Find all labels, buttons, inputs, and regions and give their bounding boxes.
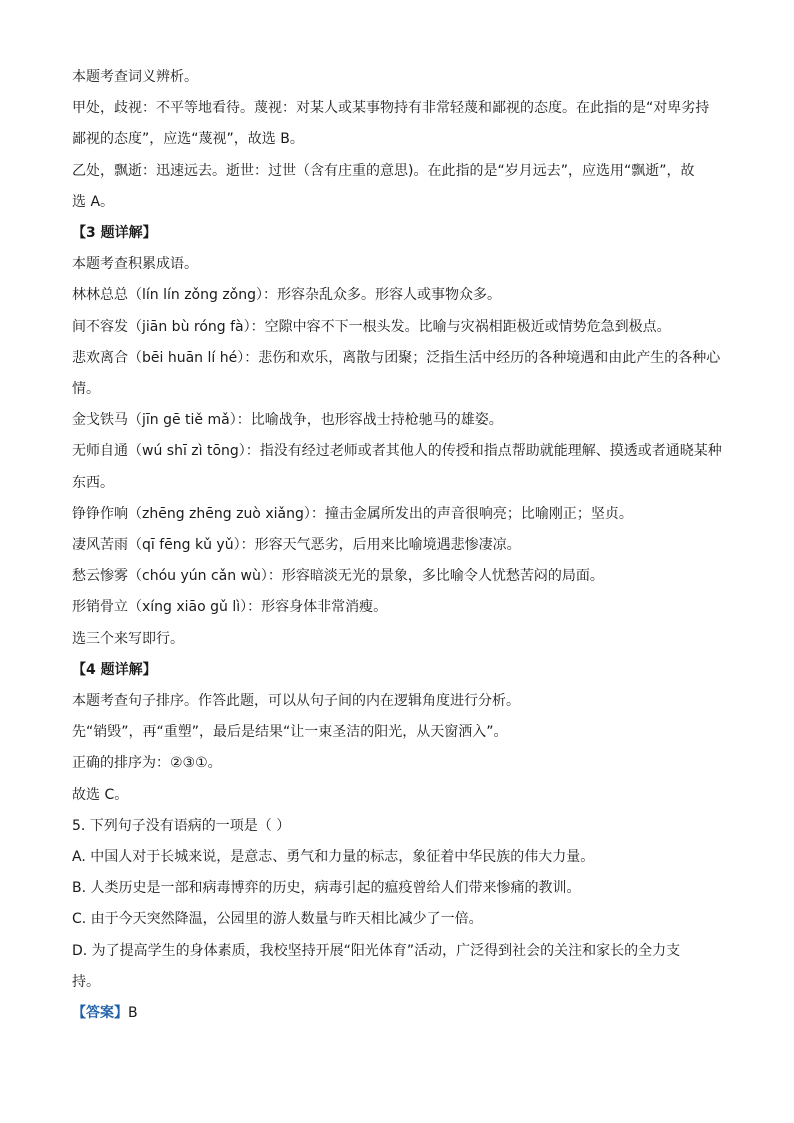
idiom-entry: 林林总总（lín lín zǒng zǒng）：形容杂乱众多。形容人或事物众多。 — [72, 287, 502, 304]
text-line: 鄙视的态度”，应选“蔑视”，故选 B。 — [72, 131, 304, 148]
document-page — [72, 62, 722, 1029]
idiom-entry: 形销骨立（xíng xiāo gǔ lì）：形容身体非常消瘦。 — [72, 599, 388, 616]
section-heading-q4: 【4 题详解】 — [72, 661, 157, 678]
answer-line — [72, 998, 722, 1029]
text-line: 本题考查词义辨析。 — [72, 69, 198, 85]
option-d: D. 为了提高学生的身体素质，我校坚持开展“阳光体育”活动，广泛得到社会的关注和家长的全力支 — [72, 942, 681, 959]
idiom-entry: 凄风苦雨（qī fēng kǔ yǔ）：形容天气恶劣，后用来比喻境遇悲惨凄凉。 — [72, 537, 521, 554]
idiom-entry: 铮铮作响（zhēng zhēng zuò xiǎng）：撞击金属所发出的声音很响亮；比喻刚正；坚贞。 — [72, 505, 633, 522]
text-line: 先“销毁”，再“重塑”，最后是结果“让一束圣洁的阳光，从天窗洒入”。 — [72, 724, 508, 741]
text-line: 选 A。 — [72, 193, 115, 210]
idiom-entry: 悲欢离合（bēi huān lí hé）：悲伤和欢乐，离散与团聚；泛指生活中经历的各种境遇和由此产生的各种心 — [72, 349, 721, 366]
text-line: 本题考查积累成语。 — [72, 256, 198, 273]
idiom-entry: 间不容发（jiān bù róng fà）：空隙中容不下一根头发。比喻与灾祸相距极近或情势危急到极点。 — [72, 318, 671, 335]
question-5-stem: 5. 下列句子没有语病的一项是（ ） — [72, 817, 291, 834]
text-line: 本题考查句子排序。作答此题，可以从句子间的内在逻辑角度进行分析。 — [72, 693, 520, 710]
answer-value: B — [128, 1005, 138, 1022]
answer-label: 【答案】 — [72, 1005, 128, 1022]
option-c: C. 由于今天突然降温，公园里的游人数量与昨天相比减少了一倍。 — [72, 911, 483, 928]
idiom-entry: 愁云惨雾（chóu yún cǎn wù）：形容暗淡无光的景象，多比喻令人忧愁苦闷的局面。 — [72, 568, 604, 585]
text-line: 正确的排序为：②③①。 — [72, 755, 222, 772]
text-line: 乙处，飘逝：迅速远去。逝世：过世（含有庄重的意思)。在此指的是“岁月远去”，应选用“飘逝”，故 — [72, 162, 695, 179]
idiom-entry: 金戈铁马（jīn gē tiě mǎ）：比喻战争，也形容战士持枪驰马的雄姿。 — [72, 412, 503, 429]
option-d-continued: 持。 — [72, 973, 100, 990]
text-line: 选三个来写即行。 — [72, 630, 184, 647]
idiom-entry-continued: 东西。 — [72, 474, 114, 491]
idiom-entry-continued: 情。 — [72, 381, 100, 398]
section-heading-q3: 【3 题详解】 — [72, 225, 157, 242]
option-b: B. 人类历史是一部和病毒博弈的历史，病毒引起的瘟疫曾给人们带来惨痛的教训。 — [72, 880, 581, 897]
option-a: A. 中国人对于长城来说，是意志、勇气和力量的标志，象征着中华民族的伟大力量。 — [72, 849, 595, 866]
idiom-entry: 无师自通（wú shī zì tōng）：指没有经过老师或者其他人的传授和指点帮助就能理解、摸透或者通晓某种 — [72, 443, 722, 460]
text-line: 甲处，歧视：不平等地看待。蔑视：对某人或某事物持有非常轻蔑和鄙视的态度。在此指的是“对卑劣持 — [72, 100, 710, 117]
text-line: 故选 C。 — [72, 786, 129, 803]
